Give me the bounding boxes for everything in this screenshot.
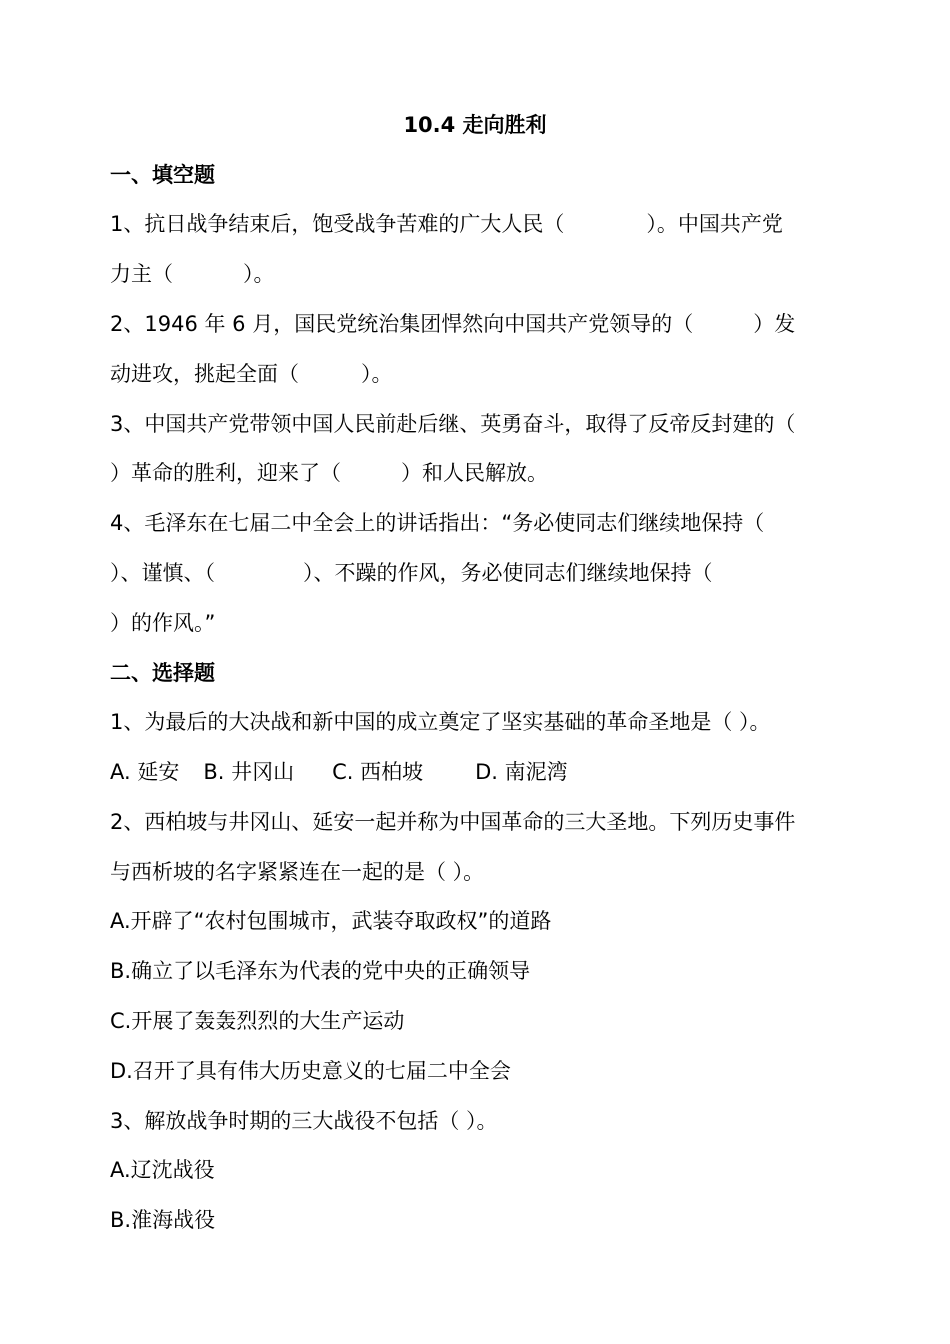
fill-q1-text-a: 1、抗日战争结束后，饱受战争苦难的广大人民（: [110, 212, 565, 236]
fill-q2-line1: [110, 309, 845, 339]
fill-q2-text-d: ）。: [361, 362, 393, 386]
choice-q1-option-a: A. 延安: [110, 760, 180, 784]
choice-q2-option-d: D.召开了具有伟大历史意义的七届二中全会: [110, 1059, 511, 1083]
choice-q1-stem: 1、为最后的大决战和新中国的成立奠定了坚实基础的革命圣地是（ ）。: [110, 710, 771, 734]
choice-q2-option-a: A.开辟了“农村包围城市，武装夺取政权”的道路: [110, 909, 552, 933]
fill-q4-text-b: ）、不躁的作风，务必使同志们继续地保持（: [303, 561, 713, 585]
section-heading-fill: 一、填空题: [110, 163, 215, 187]
fill-q2-text-c: 动进攻，挑起全面（: [110, 362, 299, 386]
fill-q2-text-b: ）发: [753, 312, 796, 336]
choice-q2-stem-line2: 与西析坡的名字紧紧连在一起的是（ ）。: [110, 860, 485, 884]
choice-q3-option-a: A.辽沈战役: [110, 1158, 215, 1182]
fill-q2-line2: [110, 359, 845, 389]
fill-q3-line2: [110, 458, 845, 488]
choice-q1-options: [110, 757, 845, 787]
section-heading-choice: 二、选择题: [110, 661, 215, 685]
choice-q1-option-c: C. 西柏坡: [332, 760, 424, 784]
choice-q1-option-b: B. 井冈山: [203, 760, 295, 784]
choice-q2-option-c: C.开展了轰轰烈烈的大生产运动: [110, 1009, 405, 1033]
fill-q1-text-c: 力主（: [110, 262, 173, 286]
fill-q4-line3: ）的作风。”: [110, 611, 216, 635]
fill-q4-line1: 4、毛泽东在七届二中全会上的讲话指出：“务必使同志们继续地保持（: [110, 511, 765, 535]
fill-q3-text-a: ）革命的胜利，迎来了（: [110, 461, 341, 485]
fill-q4-line2: [110, 558, 845, 588]
choice-q1-option-d: D. 南泥湾: [475, 760, 568, 784]
page-title: 10.4 走向胜利: [403, 113, 547, 137]
fill-q3-text-b: ）和人民解放。: [401, 461, 548, 485]
fill-q1-line1: [110, 209, 845, 239]
fill-q4-text-a: ）、谨慎、（: [110, 561, 215, 585]
fill-q1-text-d: ）。: [243, 262, 275, 286]
choice-q3-stem: 3、解放战争时期的三大战役不包括（ ）。: [110, 1109, 498, 1133]
choice-q3-option-b: B.淮海战役: [110, 1208, 216, 1232]
choice-q2-stem-line1: 2、西柏坡与井冈山、延安一起并称为中国革命的三大圣地。下列历史事件: [110, 810, 796, 834]
fill-q1-text-b: ）。中国共产党: [646, 212, 783, 236]
fill-q2-text-a: 2、1946 年 6 月，国民党统治集团悍然向中国共产党领导的（: [110, 312, 694, 336]
fill-q3-line1: 3、中国共产党带领中国人民前赴后继、英勇奋斗，取得了反帝反封建的（: [110, 412, 796, 436]
choice-q2-option-b: B.确立了以毛泽东为代表的党中央的正确领导: [110, 959, 531, 983]
fill-q1-line2: [110, 259, 845, 289]
